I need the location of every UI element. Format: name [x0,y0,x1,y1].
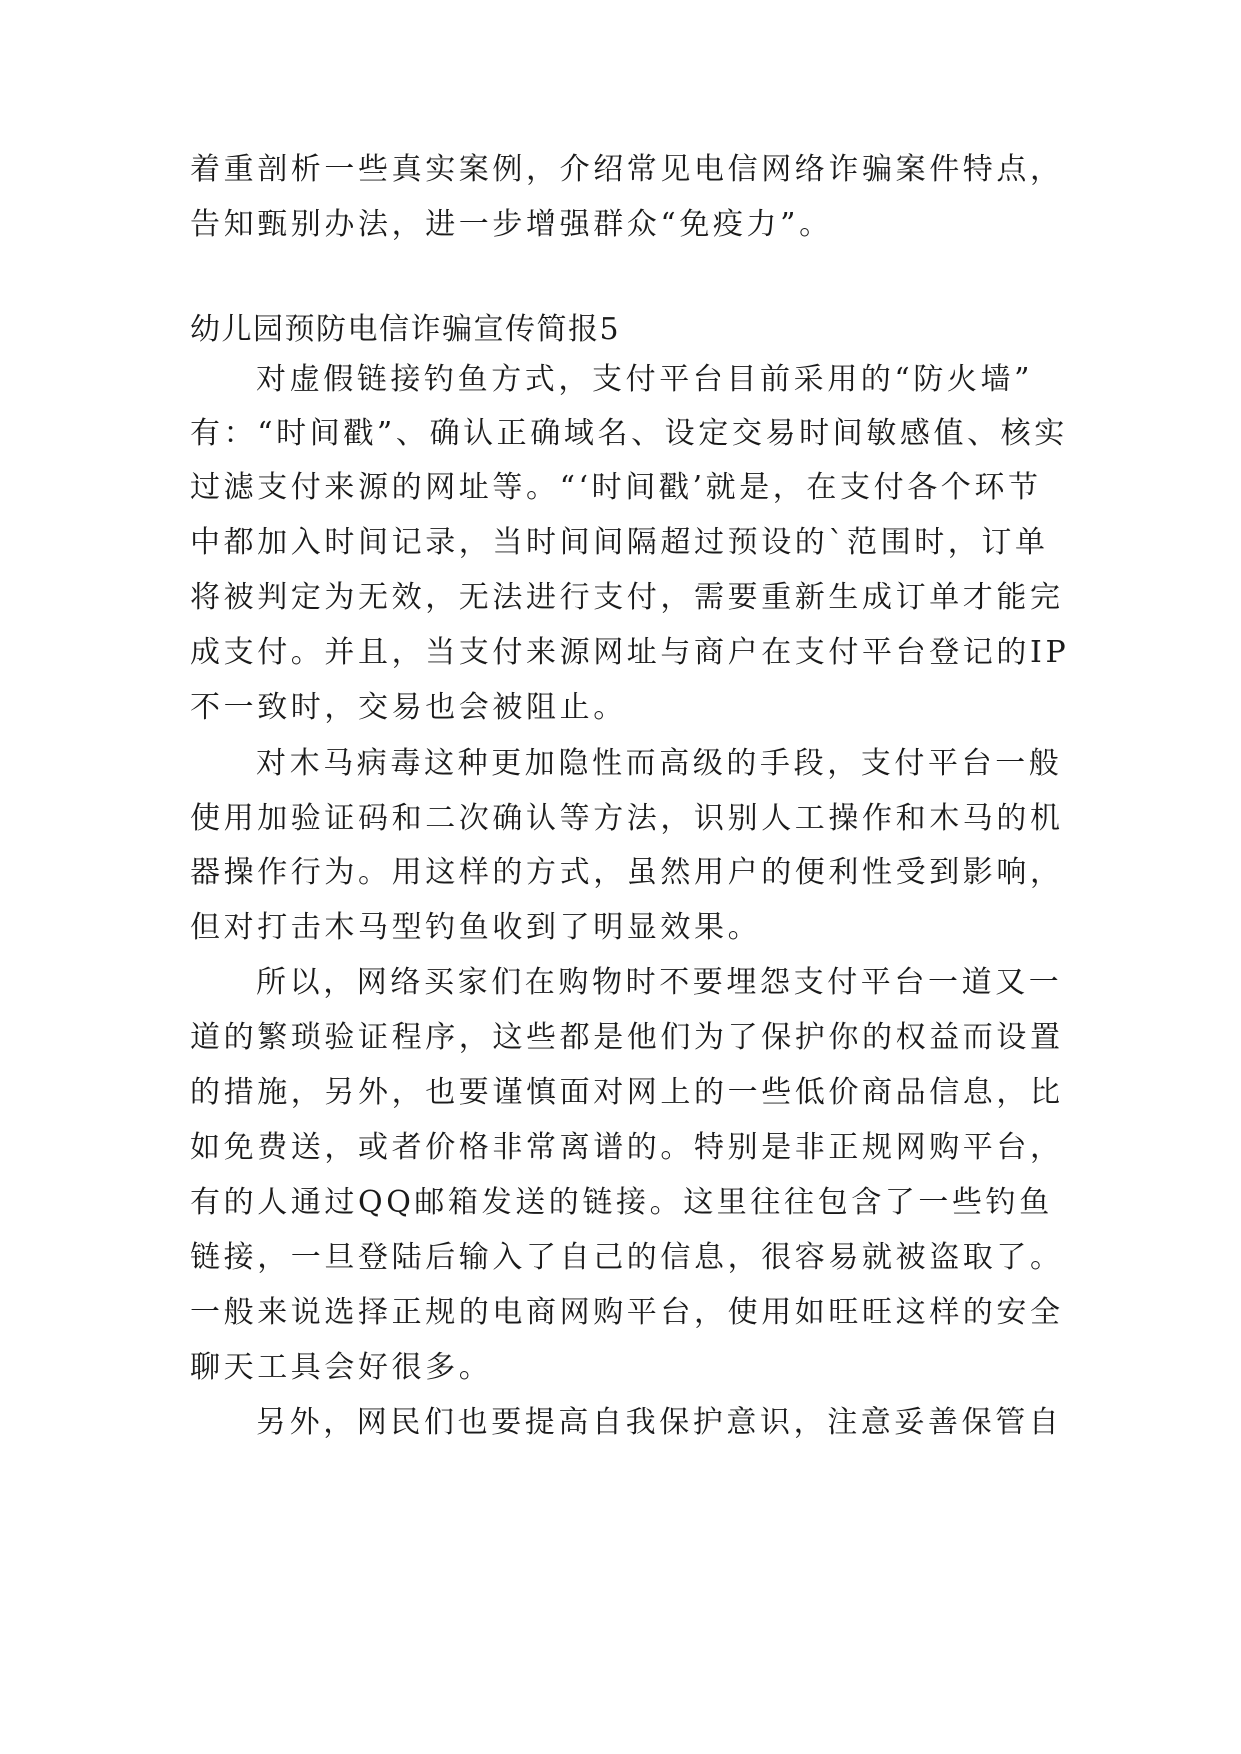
text-line: 如免费送，或者价格非常离谱的。特别是非正规网购平台， [190,1130,1064,1165]
text-line: 有：“时间戳”、确认正确域名、设定交易时间敏感值、核实 [190,416,1068,451]
text-line: 链接，一旦登陆后输入了自己的信息，很容易就被盗取了。 [190,1240,1064,1275]
text-line: 使用加验证码和二次确认等方法，识别人工操作和木马的机 [190,801,1064,836]
text-line: 成支付。并且，当支付来源网址与商户在支付平台登记的IP [190,635,1070,670]
text-line: 所以，网络买家们在购物时不要埋怨支付平台一道又一 [256,965,1063,1000]
text-line: 的措施，另外，也要谨慎面对网上的一些低价商品信息，比 [190,1075,1064,1110]
text-line: 另外，网民们也要提高自我保护意识，注意妥善保管自 [256,1405,1063,1440]
text-line: 器操作行为。用这样的方式，虽然用户的便利性受到影响， [190,855,1064,890]
text-line: 对木马病毒这种更加隐性而高级的手段，支付平台一般 [256,746,1063,781]
text-line: 聊天工具会好很多。 [190,1350,493,1385]
text-line: 有的人通过QQ邮箱发送的链接。这里往往包含了一些钓鱼 [190,1185,1053,1220]
text-line: 对虚假链接钓鱼方式，支付平台目前采用的“防火墙” [256,362,1034,397]
text-line: 告知甄别办法，进一步增强群众“免疫力”。 [190,207,833,242]
text-line: 中都加入时间记录，当时间间隔超过预设的`范围时，订单 [190,525,1049,560]
text-line: 但对打击木马型钓鱼收到了明显效果。 [190,910,762,945]
text-line: 一般来说选择正规的电商网购平台，使用如旺旺这样的安全 [190,1295,1064,1330]
text-line: 着重剖析一些真实案例，介绍常见电信网络诈骗案件特点， [190,152,1064,187]
text-line: 道的繁琐验证程序，这些都是他们为了保护你的权益而设置 [190,1020,1064,1055]
section-heading: 幼儿园预防电信诈骗宣传简报5 [190,312,621,347]
text-line: 将被判定为无效，无法进行支付，需要重新生成订单才能完 [190,580,1064,615]
text-line: 过滤支付来源的网址等。“‘时间戳’就是，在支付各个环节 [190,470,1042,505]
text-line: 不一致时，交易也会被阻止。 [190,690,627,725]
